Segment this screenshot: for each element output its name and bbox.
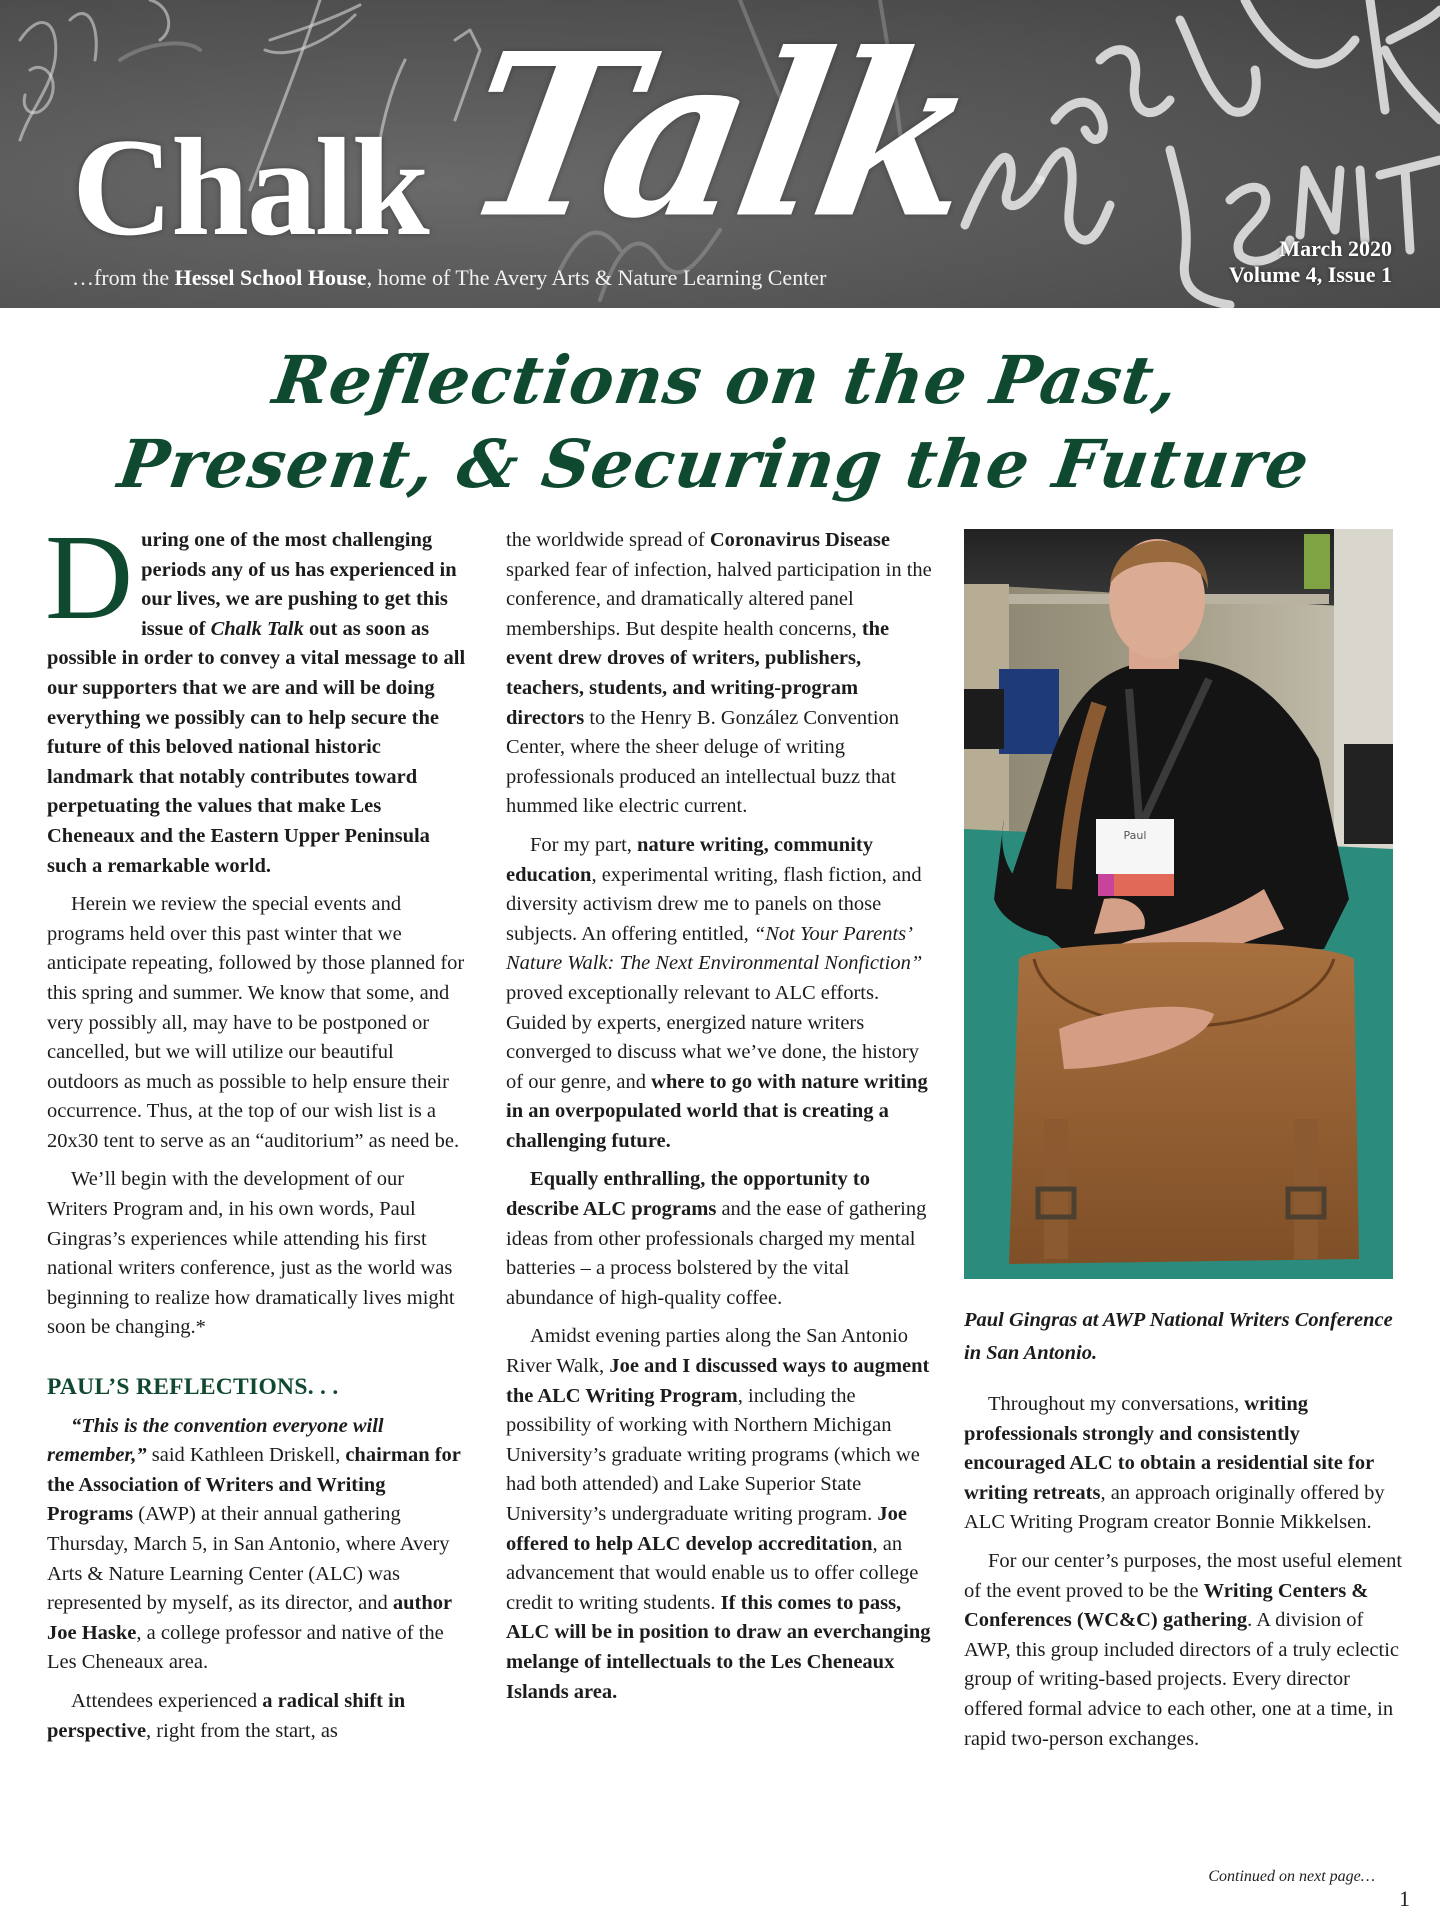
- text-run: , an approach originally offered by ALC Writing Program creator Bonnie Mikkelsen.: [964, 1481, 1385, 1534]
- text-run: the worldwide spread of: [506, 529, 710, 551]
- text-run: , including the possibility of working with Northern Michigan University’s graduate writing programs (which we had both attended) and Lake Superior State University’s undergraduate writing program.: [506, 1384, 920, 1525]
- continued-on-next-page[interactable]: Continued on next page…: [1208, 1868, 1375, 1885]
- bold-run: the event drew droves of writers, publishers, teachers, students, and writing-program directors: [506, 617, 890, 729]
- masthead-title-talk: Talk: [446, 3, 991, 268]
- bold-run: Writing Centers & Conferences (WC&C) gathering: [964, 1579, 1369, 1632]
- intro-paragraph: [45, 510, 467, 881]
- paragraph-center-purposes: [964, 1547, 1404, 1754]
- headline-line-1: Reflections on the Past,: [268, 341, 1184, 419]
- paragraph-quote: [47, 1412, 467, 1678]
- issue-info: [1229, 236, 1392, 289]
- photo-illustration: [964, 529, 1393, 1279]
- paragraph-amidst: [506, 1322, 936, 1707]
- bold-run: writing professionals strongly and consistently encouraged ALC to obtain a residential site for writing retreats: [964, 1393, 1374, 1504]
- masthead-tagline: [72, 265, 826, 291]
- intro-chalk-talk-title: Chalk Talk: [210, 617, 304, 640]
- paragraph-begin: We’ll begin with the development of our Writers Program and, in his own words, Paul Gingras’s experiences while attending his first national writers conference, just as the world was beginning to realize how dramatically lives might soon be changing.*: [47, 1168, 455, 1339]
- page-headline: [0, 338, 1440, 506]
- text-run: (AWP) at their annual gathering Thursday, March 5, in San Antonio, where Avery Arts & Nature Learning Center (ALC) was represented by myself, as its director, and: [47, 1503, 450, 1615]
- headline-line-2: Present, & Securing the Future: [113, 425, 1315, 503]
- paragraph-herein: Herein we review the special events and programs held over this past winter that we anticipate repeating, followed by those planned for this spring and summer. We know that some, and very possibly all, may have to be postponed or cancelled, but we will utilize our beautiful outdoors as much as possible to help ensure their occurrence. Thus, at the top of our wish list is a 20x30 tent to serve as an “auditorium” as need be.: [47, 893, 465, 1152]
- article-column-2: [506, 526, 936, 1707]
- issue-date: March 2020: [1279, 236, 1392, 261]
- issue-volume: Volume 4, Issue 1: [1229, 262, 1392, 288]
- text-run: , experimental writing, flash fiction, and diversity activism drew me to panels on those subjects. An offering entitled,: [506, 863, 922, 945]
- text-run: , a college professor and native of the Les Cheneaux area.: [47, 1621, 444, 1674]
- text-run: . A division of AWP, this group included directors of a truly eclectic group of writing-based projects. Every director offered formal advice to each other, one at a time, in rapid two-person exchanges.: [964, 1609, 1399, 1750]
- bold-run: Joe and I discussed ways to augment the ALC Writing Program: [506, 1355, 930, 1407]
- text-run: and the ease of gathering ideas from other professionals charged my mental batteries – a process bolstered by the vital abundance of high-quality coffee.: [506, 1198, 927, 1309]
- bold-run: Joe offered to help ALC develop accreditation: [506, 1503, 907, 1555]
- bold-run: Equally enthralling, the opportunity to describe ALC programs: [506, 1168, 871, 1221]
- bold-run: Coronavirus Disease: [709, 529, 890, 551]
- tagline-suffix: , home of The Avery Arts & Nature Learning Center: [366, 265, 827, 290]
- tagline-prefix: …from the: [72, 265, 175, 290]
- text-run: sparked fear of infection, halved participation in the conference, and dramatically altered panel memberships. But despite health concerns,: [506, 558, 932, 640]
- photo-paul-gingras: [964, 529, 1393, 1279]
- text-run: said Kathleen Driskell,: [146, 1444, 346, 1467]
- article-column-3: [964, 1304, 1404, 1754]
- paragraph-attendees-continued: [506, 526, 936, 822]
- text-run: For our center’s purposes, the most useful element of the event proved to be the: [964, 1549, 1403, 1602]
- page-number: 1: [1399, 1886, 1410, 1911]
- bold-run: where to go with nature writing in an overpopulated world that is creating a challenging future.: [506, 1070, 928, 1152]
- masthead: [0, 0, 1440, 308]
- paragraph-equally: [506, 1165, 936, 1313]
- text-run: proved exceptionally relevant to ALC efforts. Guided by experts, energized nature writers converged to discuss what we’ve done, the history of our genre, and: [506, 981, 919, 1093]
- text-run: to the Henry B. González Convention Center, where the sheer deluge of writing professionals produced an intellectual buzz that hummed like electric current.: [506, 706, 900, 818]
- text-run: Attendees experienced: [71, 1689, 263, 1712]
- text-run: , right from the start, as: [146, 1719, 338, 1742]
- masthead-title-chalk: Chalk: [72, 110, 428, 265]
- bold-run: If this comes to pass, ALC will be in position to draw an everchanging melange of intellectuals to the Les Cheneaux Islands area.: [506, 1591, 931, 1703]
- article-column-1: [45, 510, 467, 1746]
- bold-run: chairman for the Association of Writers and Writing Programs: [47, 1444, 461, 1526]
- bold-run: a radical shift in perspective: [47, 1689, 406, 1742]
- drop-cap: D: [45, 510, 134, 645]
- text-run: , an advancement that would enable us to offer college credit to writing students.: [506, 1532, 919, 1614]
- paragraph-attendees-start: [47, 1687, 467, 1746]
- convention-quote: “This is the convention everyone will remember,”: [47, 1414, 384, 1467]
- bold-run: author Joe Haske: [47, 1592, 452, 1644]
- text-run: Throughout my conversations,: [988, 1393, 1245, 1415]
- panel-title: “Not Your Parents’ Nature Walk: The Next Environmental Nonfiction”: [506, 922, 923, 975]
- badge-name: Paul: [1123, 829, 1147, 842]
- paragraph-my-part: [506, 831, 936, 1157]
- photo-caption: Paul Gingras at AWP National Writers Conference in San Antonio.: [964, 1309, 1393, 1364]
- intro-text-1: uring one of the most challenging periods any of us has experienced in our lives, we are pushing to get this issue of: [141, 529, 457, 640]
- paragraph-throughout: [964, 1390, 1404, 1538]
- text-run: Amidst evening parties along the San Antonio River Walk,: [506, 1325, 909, 1378]
- tagline-hessel-school-house: Hessel School House: [174, 265, 367, 290]
- text-run: For my part,: [530, 833, 638, 856]
- intro-text-2: out as soon as possible in order to convey a vital message to all our supporters that we are and will be doing everything we possibly can to help secure the future of this beloved national historic landmark that notably contributes toward perpetuating the values that make Les Cheneaux and the Eastern Upper Peninsula such a remarkable world.: [47, 617, 466, 877]
- section-heading-pauls-reflections: PAUL’S REFLECTIONS. . .: [47, 1374, 339, 1401]
- bold-run: nature writing, community education: [506, 833, 873, 886]
